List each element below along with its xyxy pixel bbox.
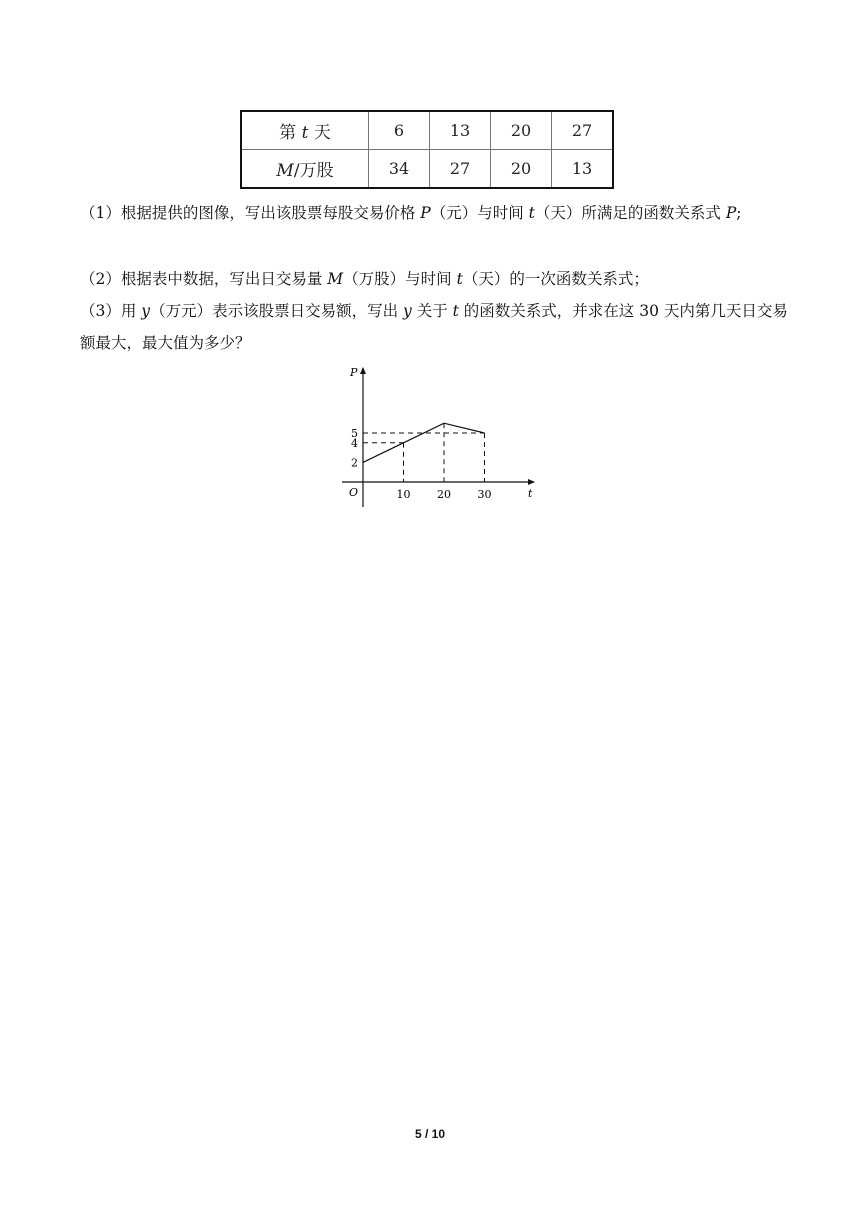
x-axis-label: t	[528, 487, 533, 500]
price-chart	[330, 362, 540, 510]
table-row	[241, 111, 613, 150]
y-tick-label: 4	[351, 436, 358, 450]
data-table	[240, 110, 614, 189]
table-row	[241, 150, 613, 189]
x-tick-label: 20	[437, 488, 451, 501]
y-axis-label: P	[350, 366, 358, 379]
x-tick-label: 10	[396, 488, 411, 501]
question-1: （1）根据提供的图像，写出该股票每股交易价格 P（元）与时间 t（天）所满足的函数关系式 P;	[80, 204, 742, 222]
table-header-day: 第 t 天	[241, 111, 369, 150]
page-number: 5 / 10	[414, 1127, 446, 1141]
x-tick-label: 30	[477, 488, 492, 501]
dashed-guides	[363, 423, 485, 482]
origin-label: O	[349, 486, 359, 499]
table-cell: 27	[430, 150, 491, 189]
tick-labels	[351, 427, 492, 501]
table-header-volume: M/万股	[241, 150, 369, 189]
table-cell: 20	[491, 111, 552, 150]
y-tick-label: 5	[351, 427, 358, 440]
question-2: （2）根据表中数据，写出日交易量 M（万股）与时间 t（天）的一次函数关系式；	[80, 270, 649, 288]
table-cell: 27	[552, 111, 614, 150]
table-cell: 13	[430, 111, 491, 150]
table-cell: 20	[491, 150, 552, 189]
question-3: （3）用 y（万元）表示该股票日交易额，写出 y 关于 t 的函数关系式，并求在这 30 天内第几天日交易额最大，最大值为多少？	[80, 302, 788, 352]
table-cell: 34	[369, 150, 430, 189]
y-tick-label: 2	[351, 456, 358, 470]
table-cell: 6	[369, 111, 430, 150]
table-cell: 13	[552, 150, 614, 189]
